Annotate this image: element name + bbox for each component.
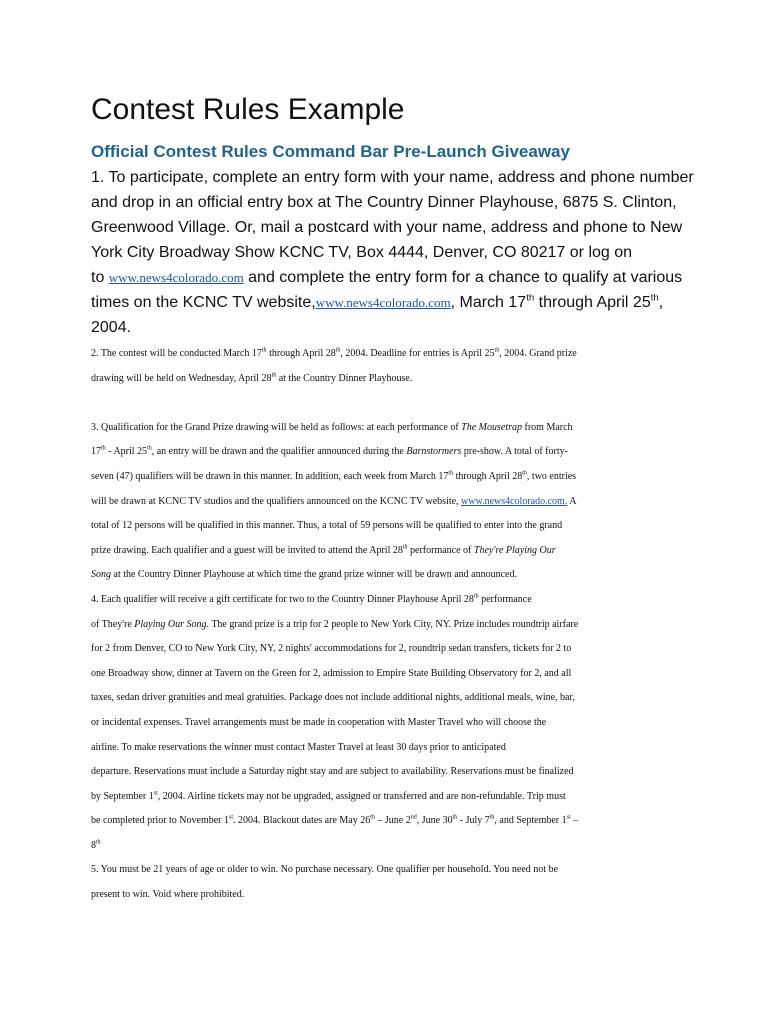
rule-4-line: airline. To make reservations the winner must contact Master Travel at least 30 days prior to anticipated (91, 741, 506, 753)
rule-4-line: by September 1st, 2004. Airline tickets may not be upgraded, assigned or transferred and are non-refundable. Trip must (91, 790, 566, 802)
rule-4-line: one Broadway show, dinner at Tavern on the Green for 2, admission to Empire State Building Observatory for 2, and all (91, 667, 572, 679)
rule-4-line: for 2 from Denver, CO to New York City, NY, 2 nights' accommodations for 2, roundtrip sedan transfers, tickets for 2 to (91, 643, 572, 655)
rule-5-line: present to win. Void where prohibited. (91, 889, 245, 901)
website-link[interactable]: www.news4colorado.com (315, 295, 451, 310)
rule-4-line: be completed prior to November 1st. 2004. Blackout dates are May 26th – June 2nd, June 30th - July 7th, and September 1st – (91, 814, 579, 827)
website-link[interactable]: www.news4colorado.com (108, 270, 244, 285)
rule-2-line: 2. The contest will be conducted March 17th through April 28th, 2004. Deadline for entries is April 25th, 2004. Grand prize (91, 347, 577, 359)
rule-1-line: 2004. (91, 319, 132, 336)
rule-1-line: to www.news4colorado.com and complete the entry form for a chance to qualify at various (91, 269, 683, 286)
rule-4-line: taxes, sedan driver gratuities and meal gratuities. Package does not include additional nights, additional meals, wine, bar, (91, 692, 575, 704)
paragraph-spacer (91, 391, 691, 416)
website-link[interactable]: www.news4colorado.com. (461, 495, 568, 507)
rule-2-line: drawing will be held on Wednesday, April 28th at the Country Dinner Playhouse. (91, 372, 413, 384)
rule-1-line: 1. To participate, complete an entry form with your name, address and phone number (91, 169, 694, 186)
rule-1-line: times on the KCNC TV website,www.news4colorado.com, March 17th through April 25th, (91, 292, 664, 311)
rule-paragraph-1 (91, 165, 694, 340)
rule-5-line: 5. You must be 21 years of age or older to win. No purchase necessary. One qualifier per household. You need not be (91, 864, 559, 876)
rule-4-line: departure. Reservations must include a Saturday night stay and are subject to availability. Reservations must be finalized (91, 766, 574, 778)
page-subtitle: Official Contest Rules Command Bar Pre-Launch Giveaway (91, 142, 570, 161)
rule-4-line: of They're Playing Our Song. The grand prize is a trip for 2 people to New York City, NY. Prize includes roundtrip airfare (91, 618, 579, 630)
rule-4-line: 4. Each qualifier will receive a gift certificate for two to the Country Dinner Playhouse April 28th performance (91, 593, 532, 605)
rule-1-line: Greenwood Village. Or, mail a postcard with your name, address and phone to New (91, 219, 683, 236)
rule-3-line: prize drawing. Each qualifier and a guest will be invited to attend the April 28th performance of They're Playing Our (91, 544, 556, 556)
rule-3-line: 3. Qualification for the Grand Prize drawing will be held as follows: at each performance of The Mousetrap from March (91, 421, 573, 433)
rule-3-line: total of 12 persons will be qualified in this manner. Thus, a total of 59 persons will be qualified to enter into the grand (91, 520, 563, 532)
rule-1-line: York City Broadway Show KCNC TV, Box 4444, Denver, CO 80217 or log on (91, 244, 633, 261)
page-title: Contest Rules Example (91, 93, 405, 126)
rule-4-line: or incidental expenses. Travel arrangements must be made in cooperation with Master Travel who will choose the (91, 716, 547, 728)
rule-3-line: seven (47) qualifiers will be drawn in this manner. In addition, each week from March 17th through April 28th, two entries (91, 470, 577, 482)
rules-body (91, 342, 691, 908)
rule-4-line: 8th (91, 839, 101, 851)
rule-3-line: will be drawn at KCNC TV studios and the qualifiers announced on the KCNC TV website, www.news4colorado.com. A (91, 495, 577, 507)
rule-3-line: 17th - April 25th, an entry will be drawn and the qualifier announced during the Barnstormers pre-show. A total of forty- (91, 446, 568, 458)
rule-3-line: Song at the Country Dinner Playhouse at which time the grand prize winner will be drawn and announced. (91, 569, 517, 581)
rule-1-line: and drop in an official entry box at The Country Dinner Playhouse, 6875 S. Clinton, (91, 194, 677, 211)
